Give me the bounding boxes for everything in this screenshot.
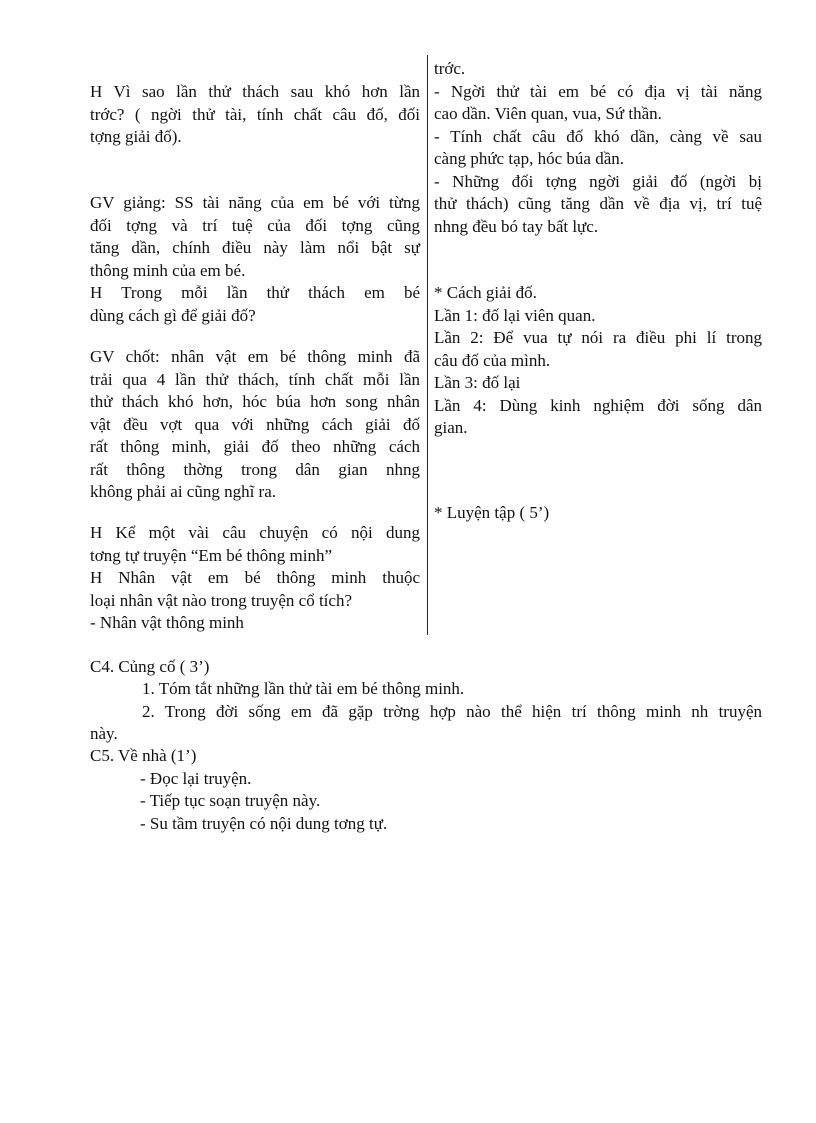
- c5-item: - Tiếp tục soạn truyện này.: [140, 791, 321, 810]
- text-line: dùng cách gì để giải đố?: [90, 305, 256, 325]
- section-c5-title: C5. Về nhà (1’): [90, 746, 197, 765]
- text-line: gian.: [434, 418, 468, 437]
- text-line: thử thách) cũng tăng dần về địa vị, trí tuệ: [434, 194, 762, 213]
- text-line: Lần 1: đố lại viên quan.: [434, 305, 596, 325]
- text-line: tợng giải đố).: [90, 127, 182, 146]
- text-line: càng phức tạp, hóc búa dần.: [434, 149, 625, 168]
- text-line: - Tính chất câu đố khó dần, càng về sau: [434, 126, 762, 146]
- text-line: H Kể một vài câu chuyện có nội dung: [90, 523, 420, 542]
- text-line: tăng dần, chính điều này làm nổi bật sự: [90, 238, 420, 257]
- text-line: - Ngời thử tài em bé có địa vị tài năng: [434, 81, 762, 101]
- text-line: - Nhân vật thông minh: [90, 613, 244, 632]
- text-line: tơng tự truyện “Em bé thông minh”: [90, 545, 332, 565]
- text-line: rất thông thờng trong dân gian nhng: [90, 459, 420, 479]
- text-line: * Cách giải đố.: [434, 283, 537, 302]
- text-line: Lần 4: Dùng kinh nghiệm đời sống dân: [434, 395, 762, 415]
- practice-heading-block: [434, 502, 762, 525]
- text-line: không phải ai cũng nghĩ ra.: [90, 482, 277, 501]
- text-line: câu đố của mình.: [434, 350, 551, 370]
- text-line: GV giảng: SS tài năng của em bé với từng: [90, 193, 420, 212]
- c4-item-1: 1. Tóm tắt những lần thử tài em bé thông minh.: [142, 679, 465, 698]
- text-line: rất thông minh, giải đố theo những cách: [90, 437, 420, 456]
- teacher-explanation-block: [90, 192, 420, 282]
- c4-item-2-continued: này.: [90, 724, 118, 743]
- answer-block-2: [434, 282, 762, 440]
- text-line: cao dần. Viên quan, vua, Sứ thần.: [434, 104, 662, 123]
- c4-item-2: 2. Trong đời sống em đã gặp trờng hợp nào thể hiện trí thông minh nh truyện: [142, 702, 762, 721]
- column-divider: [427, 55, 428, 635]
- text-line: Lần 2: Để vua tự nói ra điều phi lí trong: [434, 328, 762, 347]
- text-line: Lần 3: đố lại: [434, 373, 521, 392]
- c5-item: - Su tầm truyện có nội dung tơng tự.: [140, 814, 388, 833]
- answer-block-1: [434, 58, 762, 238]
- text-line: GV chốt: nhân vật em bé thông minh đã: [90, 347, 420, 366]
- text-line: thử thách khó hơn, hóc búa hơn song nhân: [90, 392, 420, 411]
- text-line: đối tợng và trí tuệ của đối tợng cũng: [90, 215, 420, 235]
- question-block-1: [90, 81, 420, 149]
- practice-heading: * Luyện tập ( 5’): [434, 503, 550, 522]
- text-line: vật đều vợt qua với những cách giải đố: [90, 414, 420, 434]
- text-line: H Vì sao lần thử thách sau khó hơn lần: [90, 82, 420, 101]
- question-block-4: [90, 567, 420, 635]
- question-block-2: [90, 282, 420, 327]
- text-line: H Nhân vật em bé thông minh thuộc: [90, 568, 420, 587]
- text-line: - Những đối tợng ngời giải đố (ngời bị: [434, 171, 762, 191]
- text-line: trớc.: [434, 59, 466, 78]
- question-block-3: [90, 522, 420, 567]
- text-line: nhng đều bó tay bất lực.: [434, 216, 599, 236]
- section-c4-title: C4. Củng cố ( 3’): [90, 657, 210, 676]
- text-line: trớc? ( ngời thử tài, tính chất câu đố, đối: [90, 104, 420, 124]
- teacher-conclusion-block: [90, 346, 420, 504]
- text-line: loại nhân vật nào trong truyện cổ tích?: [90, 590, 352, 610]
- text-line: thông minh của em bé.: [90, 260, 246, 280]
- text-line: H Trong mỗi lần thử thách em bé: [90, 283, 420, 302]
- text-line: trải qua 4 lần thử thách, tính chất mỗi lần: [90, 369, 420, 389]
- c5-item: - Đọc lại truyện.: [140, 769, 252, 788]
